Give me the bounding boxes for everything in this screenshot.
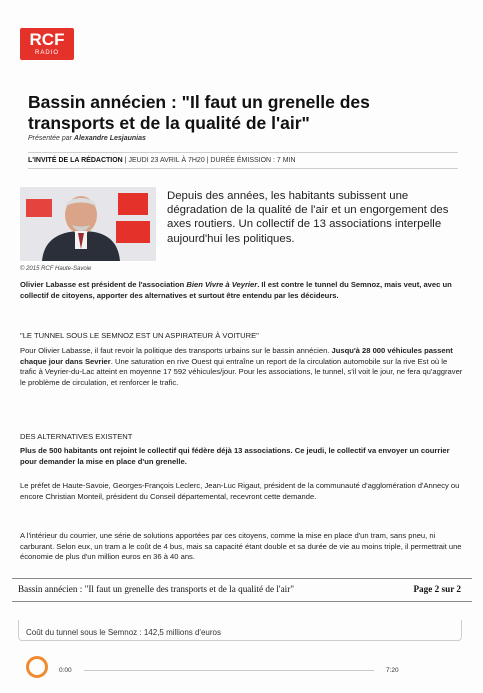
p1-text-c: . Une saturation en rive Ouest qui entraîne un report de la circulation automobile sur la rive Est où le trafic à Veyrier-du-Lac atteint en moyenne 17 592 véhicules/jour. Pour les associations, le tunnel, s'il voit le jour, ne fera qu'aggraver le problème de circulation, et renforcer le trafic. xyxy=(20,356,463,387)
rcf-logo[interactable] xyxy=(20,28,74,60)
section-heading-alternatives: DES ALTERNATIVES EXISTENT xyxy=(20,432,133,441)
byline-author[interactable]: Alexandre Lesjaunias xyxy=(73,135,146,142)
program-name[interactable]: L'INVITÉ DE LA RÉDACTION xyxy=(28,157,123,164)
p1-highlight: Jusqu'à 28 000 véhicules passent chaque jour dans Sevrier xyxy=(20,346,453,366)
logo-subtext: RADIO xyxy=(34,50,59,56)
photo-illustration xyxy=(20,187,156,261)
byline xyxy=(28,135,146,142)
section-heading-tunnel: "LE TUNNEL SOUS LE SEMNOZ EST UN ASPIRATEUR À VOITURE" xyxy=(20,331,259,340)
article-photo xyxy=(20,187,156,261)
player-progress-bar[interactable] xyxy=(84,670,374,671)
player-current-time: 0:00 xyxy=(59,667,72,674)
play-button-icon[interactable] xyxy=(26,656,48,678)
logo-text: RCF xyxy=(29,30,65,49)
intro-text-1: Olivier Labasse est président de l'association xyxy=(20,280,187,289)
association-name: Bien Vivre à Veyrier xyxy=(186,280,258,289)
page-number: Page 2 sur 2 xyxy=(413,584,461,594)
article-lead: Depuis des années, les habitants subissent une dégradation de la qualité de l'air et un engorgement des axes routiers. Un collectif de 13 associations interpelle aujourd'hui les politiques. xyxy=(167,190,449,245)
footer-rule-top xyxy=(12,578,472,579)
tunnel-cost-note: Coût du tunnel sous le Semnoz : 142,5 millions d'euros xyxy=(26,628,221,637)
footer-title: Bassin annécien : "Il faut un grenelle des transports et de la qualité de l'air" xyxy=(18,584,295,594)
paragraph-transports xyxy=(20,346,463,388)
intro-paragraph xyxy=(20,280,463,301)
p1-text-a: Pour Olivier Labasse, il faut revoir la politique des transports urbains sur le bassin annécien. xyxy=(20,346,332,355)
paragraph-tram: A l'intérieur du courrier, une série de solutions apportées par ces citoyens, comme la mise en place d'un tram, sans pneu, ni carburant. Selon eux, un tram a le coût de 4 bus, mais sa capacité étant double et sa durée de vie au moins triple, il permettrait une économie de plus d'un million euros en 36 à 40 ans. xyxy=(20,531,462,562)
player-total-time: 7:20 xyxy=(386,667,399,674)
paragraph-recipients: Le préfet de Haute-Savoie, Georges-François Leclerc, Jean-Luc Rigaut, président de la communauté d'agglomération d'Annecy ou encore Christian Monteil, président du Conseil départemental, recevront cette demande. xyxy=(20,481,460,501)
byline-prefix: Présentée par xyxy=(28,135,74,142)
footer-rule-bottom xyxy=(12,601,472,602)
broadcast-duration: | DURÉE ÉMISSION : 7 MIN xyxy=(204,157,296,164)
broadcast-date: | JEUDI 23 AVRIL À 7H20 xyxy=(122,157,205,164)
paragraph-collectif: Plus de 500 habitants ont rejoint le collectif qui fédère déjà 13 associations. Ce jeudi, le collectif va envoyer un courrier pour demander la mise en place d'un grenelle. xyxy=(20,446,450,466)
article-meta xyxy=(28,152,458,169)
intro-text-2: . Il est contre le tunnel du Semnoz, mais veut, avec un collectif de citoyens, apporter des alternatives et surtout être entendu par les décideurs. xyxy=(20,280,452,300)
article-title: Bassin annécien : "Il faut un grenelle des transports et de la qualité de l'air" xyxy=(28,92,370,133)
photo-caption: © 2015 RCF Haute-Savoie xyxy=(20,266,92,272)
